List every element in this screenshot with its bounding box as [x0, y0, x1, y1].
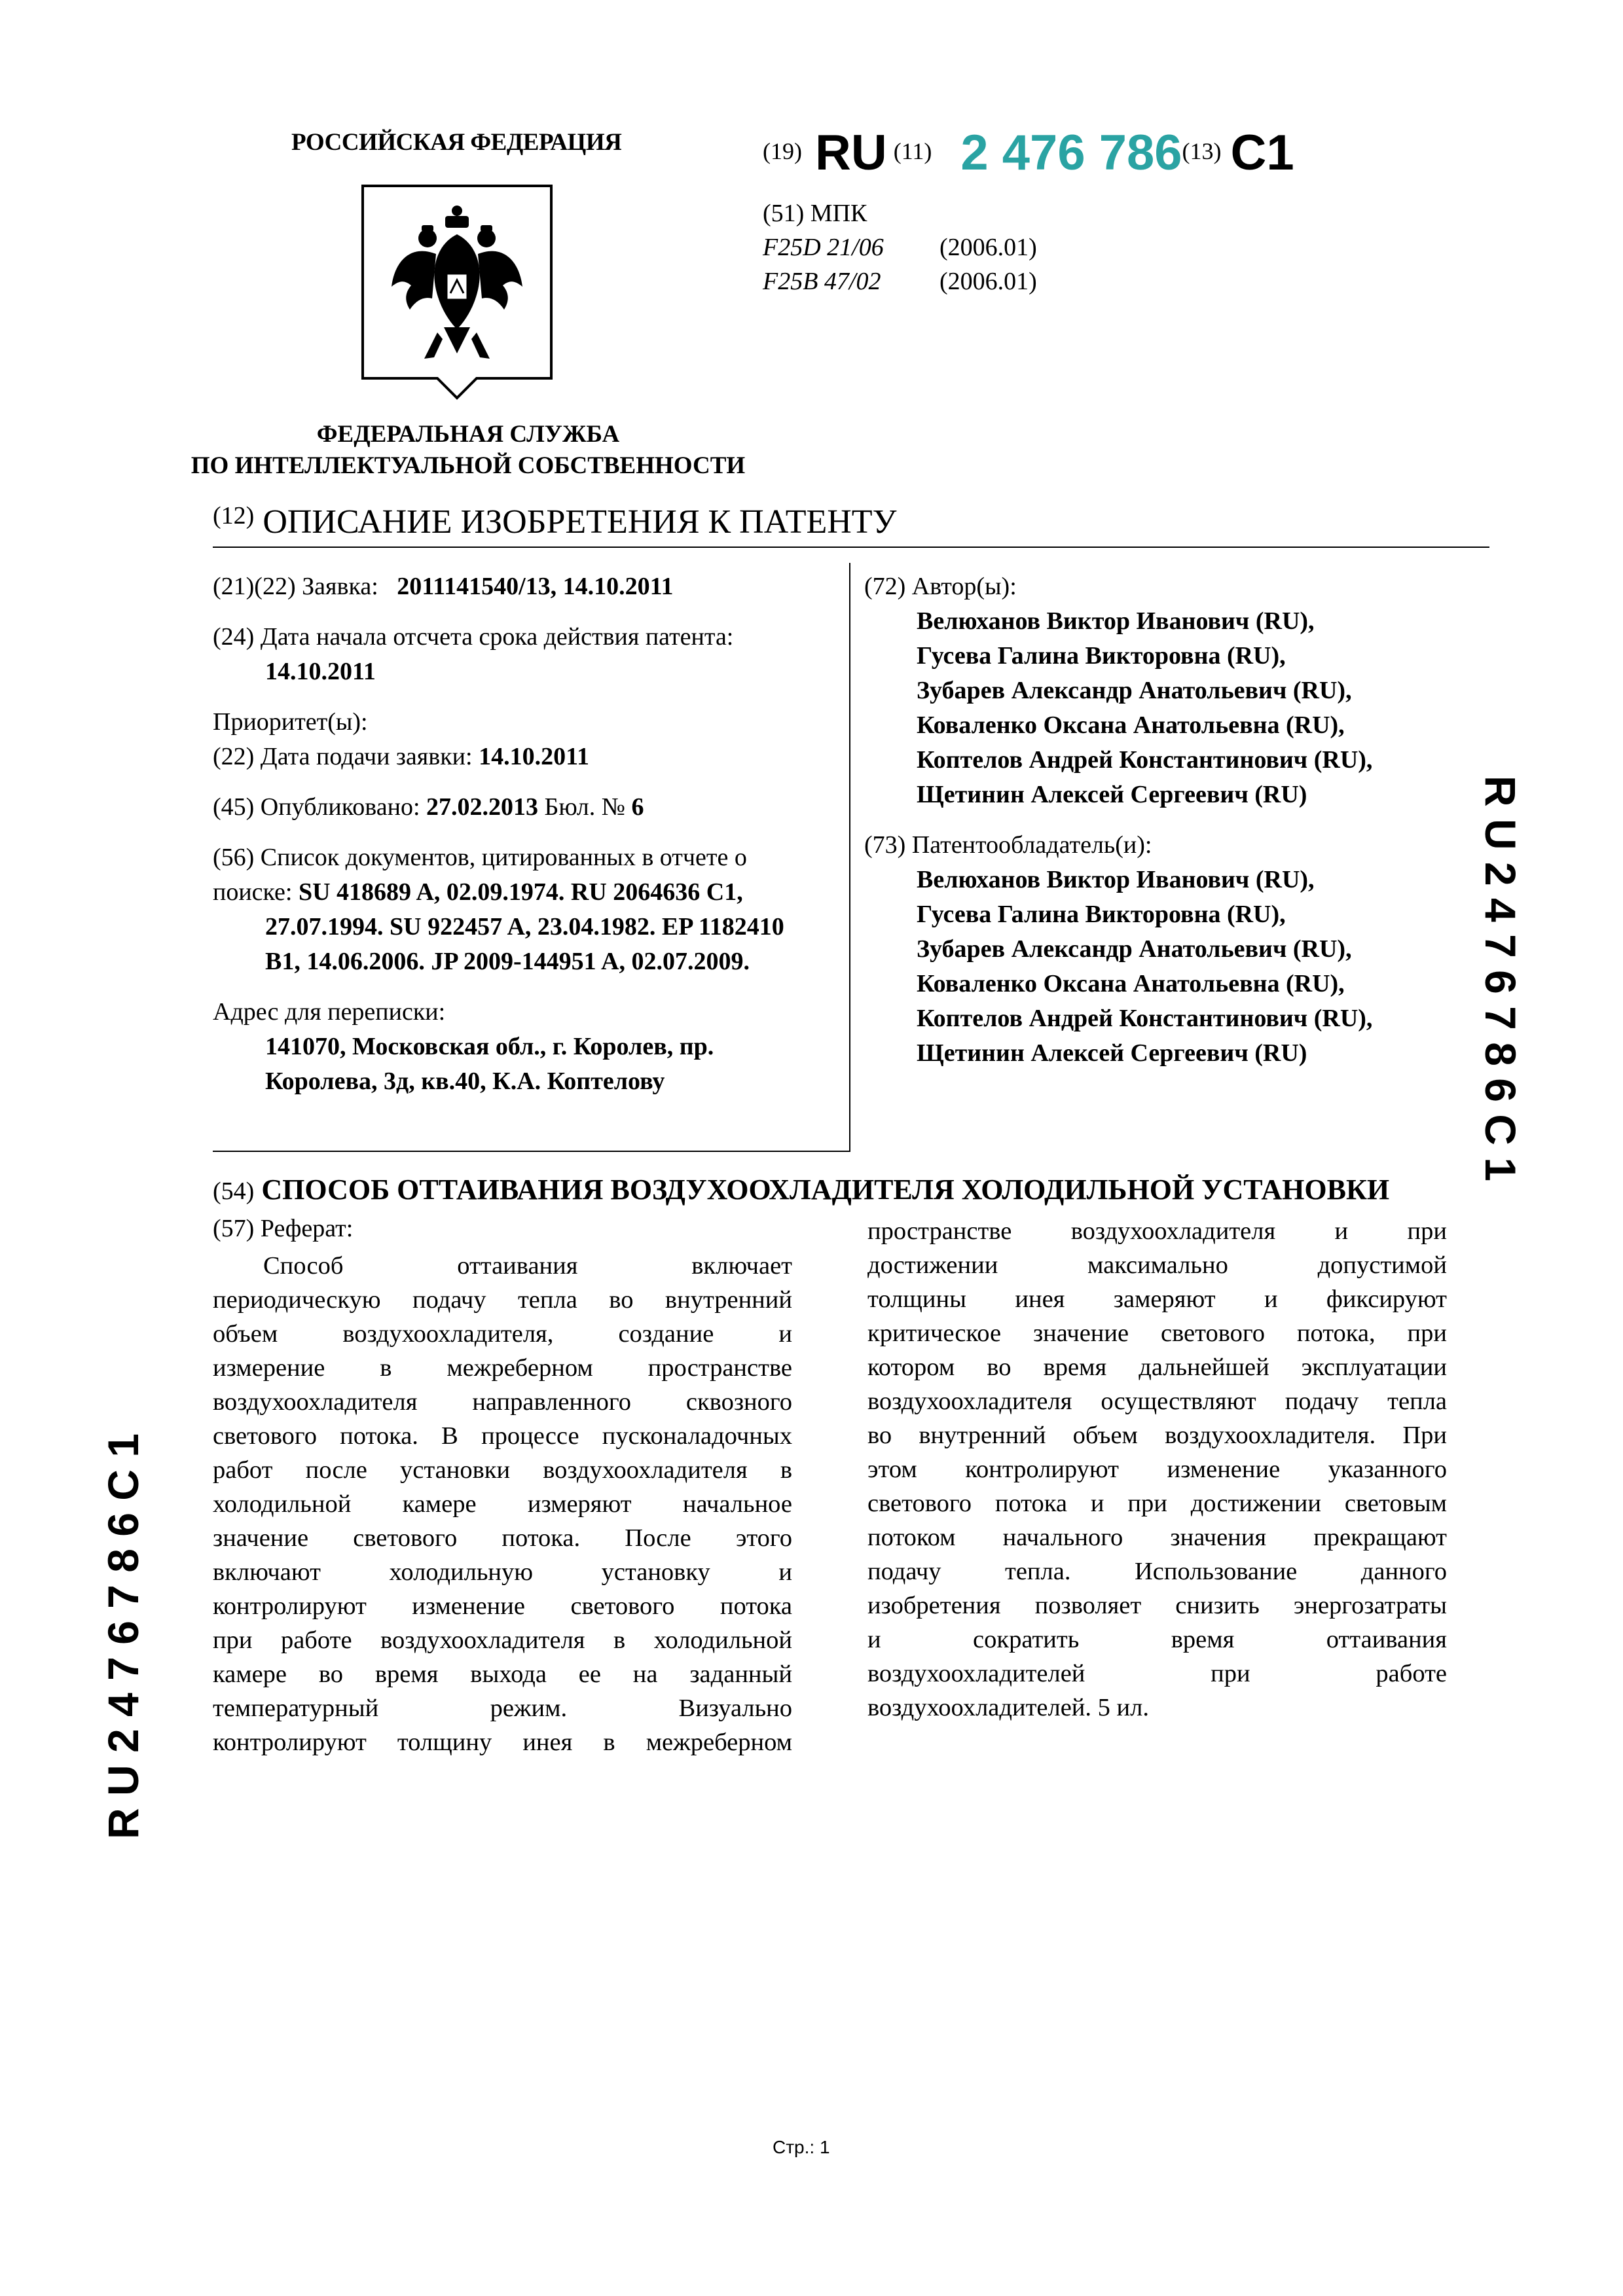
citations-label: (56) Список документов, цитированных в отчете о: [213, 844, 747, 871]
abstract-line: воздухоохладителей. 5 ил.: [867, 1694, 1149, 1721]
author-item: Щетинин Алексей Сергеевич (RU): [917, 781, 1307, 808]
side-stamp-left: R U 2 4 7 6 7 8 6 C 1: [99, 1433, 147, 1839]
bib-left: [213, 569, 841, 1099]
owner-item: Зубарев Александр Анатольевич (RU),: [917, 935, 1352, 963]
abstract-line: контролируют изменение светового потока: [213, 1592, 792, 1620]
owner-item: Гусева Галина Викторовна (RU),: [917, 901, 1286, 928]
abstract-line: включают холодильную установку и: [213, 1558, 792, 1586]
citations-line: 27.07.1994. SU 922457 A, 23.04.1982. EP 1182410: [265, 913, 784, 941]
ipc-label: (51) МПК: [763, 200, 867, 227]
document-title: [213, 503, 896, 541]
country-code: RU: [814, 125, 887, 181]
owner-item: Велюханов Виктор Иванович (RU),: [917, 866, 1315, 893]
column-divider: [849, 563, 850, 1152]
abstract-line: критическое значение светового потока, при: [867, 1319, 1447, 1347]
abstract-line: изобретения позволяет снизить энергозатраты: [867, 1592, 1447, 1619]
abstract-line: подачу тепла. Использование данного: [867, 1558, 1447, 1585]
abstract-line: котором во время дальнейшей эксплуатации: [867, 1354, 1447, 1381]
abstract-line: Способ оттаивания включает: [213, 1252, 792, 1280]
abstract-line: значение светового потока. После этого: [213, 1524, 792, 1552]
code-12: (12): [213, 502, 255, 529]
author-item: Коваленко Оксана Анатольевна (RU),: [917, 711, 1345, 739]
country-name: РОССИЙСКАЯ ФЕДЕРАЦИЯ: [291, 129, 622, 156]
document-title-text: ОПИСАНИЕ ИЗОБРЕТЕНИЯ К ПАТЕНТУ: [263, 503, 897, 541]
author-item: Коптелов Андрей Константинович (RU),: [917, 746, 1373, 774]
kind-code: C1: [1230, 125, 1294, 181]
patent-number: 2 476 786: [960, 125, 1182, 181]
invention-title-text: СПОСОБ ОТТАИВАНИЯ ВОЗДУХООХЛАДИТЕЛЯ ХОЛОДИЛЬНОЙ УСТАНОВКИ: [261, 1174, 1390, 1206]
ipc-class: F25B 47/02: [763, 268, 881, 295]
term-value: 14.10.2011: [265, 658, 376, 685]
abstract-column-right: [867, 1214, 1447, 1725]
ipc-version: (2006.01): [939, 234, 1037, 261]
code-11: (11): [893, 138, 932, 164]
bib-bottom-rule: [213, 1151, 849, 1152]
side-stamp-right: R U 2 4 7 6 7 8 6 C 1: [1476, 776, 1525, 1182]
owners-label: (73) Патентообладатель(и):: [864, 831, 1152, 859]
code-19: (19): [763, 138, 802, 164]
citations-row: поиске: SU 418689 A, 02.09.1974. RU 2064636 C1,: [213, 878, 743, 906]
code-54: (54): [213, 1177, 255, 1205]
published-row: (45) Опубликовано: 27.02.2013 Бюл. № 6: [213, 793, 644, 821]
address-line: 141070, Московская обл., г. Королев, пр.: [265, 1033, 714, 1060]
abstract-line: при работе воздухоохладителя в холодильной: [213, 1626, 792, 1654]
abstract-line: температурный режим. Визуально: [213, 1695, 792, 1722]
abstract-line: светового потока и при достижении световым: [867, 1490, 1447, 1517]
abstract-line: холодильной камере измеряют начальное: [213, 1490, 792, 1518]
ipc-class: F25D 21/06: [763, 234, 884, 261]
ipc-row: [763, 264, 1037, 298]
abstract-line: и сократить время оттаивания: [867, 1626, 1447, 1653]
abstract-line: камере во время выхода ее на заданный: [213, 1660, 792, 1688]
abstract-line: воздухоохладителя направленного сквозного: [213, 1388, 792, 1416]
agency-name: [190, 419, 746, 482]
term-label: (24) Дата начала отсчета срока действия патента:: [213, 623, 734, 651]
authors-label: (72) Автор(ы):: [864, 573, 1017, 600]
priority-label: Приоритет(ы):: [213, 708, 368, 736]
abstract-label: (57) Реферат:: [213, 1215, 354, 1242]
application-row: (21)(22) Заявка: 2011141540/13, 14.10.2011: [213, 573, 674, 600]
ipc-version: (2006.01): [939, 268, 1037, 295]
ipc-classification: [763, 196, 1037, 298]
owner-item: Коптелов Андрей Константинович (RU),: [917, 1005, 1373, 1032]
bib-right: [864, 569, 1493, 1071]
abstract-line: объем воздухоохладителя, создание и: [213, 1320, 792, 1348]
invention-title: [213, 1173, 1389, 1206]
abstract-line: во внутренний объем воздухоохладителя. При: [867, 1422, 1447, 1449]
code-13: (13): [1182, 138, 1222, 164]
abstract-line: этом контролируют изменение указанного: [867, 1456, 1447, 1483]
address-line: Королева, 3д, кв.40, К.А. Коптелову: [265, 1067, 665, 1095]
abstract-line: светового потока. В процессе пусконаладочных: [213, 1422, 792, 1450]
ipc-row: [763, 230, 1037, 264]
abstract-line: воздухоохладителей при работе: [867, 1660, 1447, 1687]
application-value: 2011141540/13, 14.10.2011: [397, 573, 674, 600]
filing-row: (22) Дата подачи заявки: 14.10.2011: [213, 743, 589, 770]
abstract-line: достижении максимально допустимой: [867, 1251, 1447, 1279]
russian-coat-of-arms-icon: [359, 182, 555, 410]
agency-line-1: ФЕДЕРАЛЬНАЯ СЛУЖБА: [316, 421, 620, 448]
abstract-line: измерение в межреберном пространстве: [213, 1354, 792, 1382]
author-item: Зубарев Александр Анатольевич (RU),: [917, 677, 1352, 704]
address-label: Адрес для переписки:: [213, 998, 446, 1026]
citations-line: B1, 14.06.2006. JP 2009-144951 A, 02.07.2009.: [265, 948, 750, 975]
abstract-line: контролируют толщину инея в межреберном: [213, 1729, 792, 1756]
abstract-line: потоком начального значения прекращают: [867, 1524, 1447, 1551]
owner-item: Щетинин Алексей Сергеевич (RU): [917, 1039, 1307, 1067]
abstract-line: работ после установки воздухоохладителя в: [213, 1456, 792, 1484]
abstract-line: периодическую подачу тепла во внутренний: [213, 1286, 792, 1314]
page-number: Стр.: 1: [773, 2137, 830, 2157]
abstract-line: толщины инея замеряют и фиксируют: [867, 1285, 1447, 1313]
author-item: Гусева Галина Викторовна (RU),: [917, 642, 1286, 670]
title-rule: [213, 547, 1489, 548]
author-item: Велюханов Виктор Иванович (RU),: [917, 607, 1315, 635]
abstract-column-left: [213, 1249, 792, 1759]
abstract-line: воздухоохладителя осуществляют подачу тепла: [867, 1388, 1447, 1415]
publication-number: [763, 124, 1294, 196]
agency-line-2: ПО ИНТЕЛЛЕКТУАЛЬНОЙ СОБСТВЕННОСТИ: [191, 452, 746, 479]
abstract-line: пространстве воздухоохладителя и при: [867, 1217, 1447, 1245]
owner-item: Коваленко Оксана Анатольевна (RU),: [917, 970, 1345, 997]
